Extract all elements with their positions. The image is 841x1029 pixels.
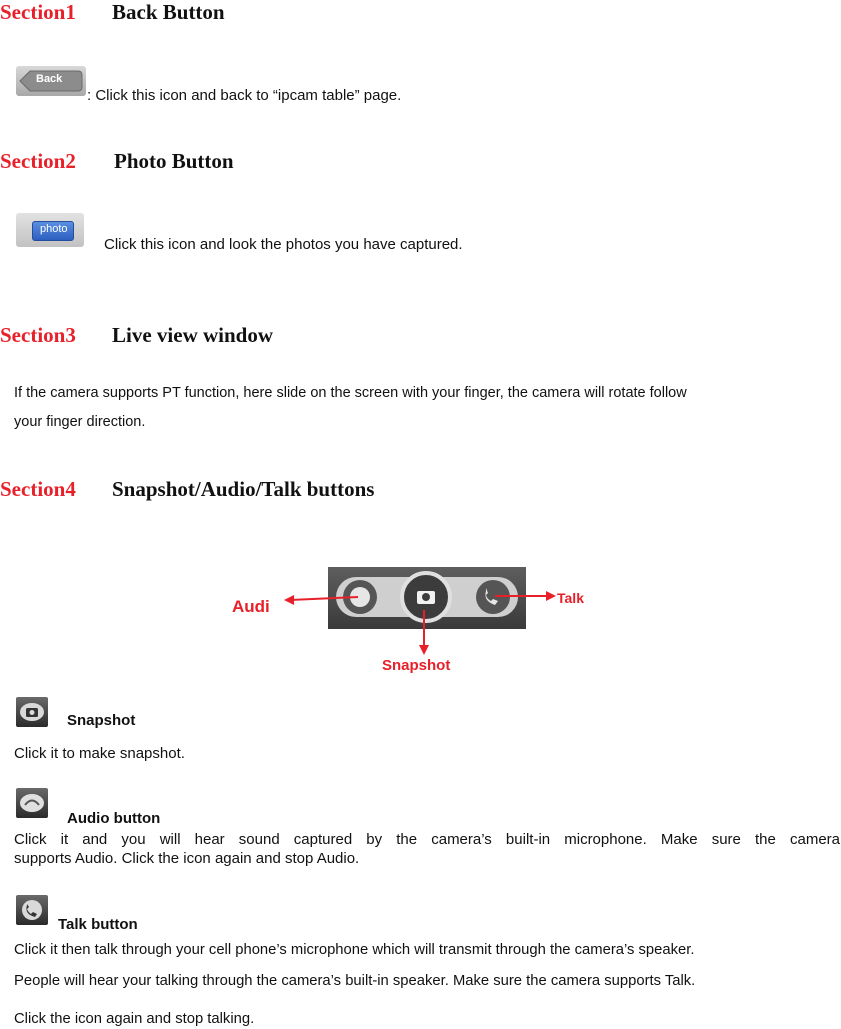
section-title: Back Button: [112, 0, 225, 24]
talk-line2: People will hear your talking through the camera’s built-in speaker. Make sure the camera supports Talk.: [14, 973, 696, 989]
snapshot-description: Click it to make snapshot.: [14, 745, 185, 762]
section3-heading: [0, 323, 274, 348]
section-number: Section4: [0, 477, 76, 501]
section-number: Section1: [0, 0, 76, 24]
talk-line3: Click the icon again and stop talking.: [14, 1011, 255, 1027]
snapshot-label: Snapshot: [382, 657, 451, 674]
back-icon-label: Back: [36, 73, 63, 85]
photo-description: Click this icon and look the photos you have captured.: [104, 236, 463, 253]
section4-heading: [0, 477, 375, 502]
back-button-image[interactable]: [16, 66, 86, 96]
talk-label: Talk: [557, 590, 584, 606]
liveview-line2: your finger direction.: [14, 414, 146, 430]
phone-icon: [19, 899, 45, 921]
talk-heading: Talk button: [58, 916, 138, 933]
section-number: Section3: [0, 323, 76, 347]
camera-icon: [19, 702, 45, 722]
audio-line1: Click it and you will hear sound captured by the camera’s built-in microphone. Make sure the camera: [14, 831, 840, 848]
back-description: : Click this icon and back to “ipcam table” page.: [87, 87, 402, 104]
talk-button-image[interactable]: [16, 895, 48, 925]
section1-heading: [0, 0, 225, 25]
section2-heading: [0, 149, 234, 174]
audio-button-image[interactable]: [16, 788, 48, 818]
talk-line1: Click it then talk through your cell phone’s microphone which will transmit through the camera’s speaker.: [14, 942, 695, 958]
photo-icon-label: photo: [40, 223, 68, 235]
section-title: Live view window: [112, 323, 274, 347]
liveview-line1: If the camera supports PT function, here slide on the screen with your finger, the camera will rotate follow: [14, 385, 687, 401]
section-title: Snapshot/Audio/Talk buttons: [112, 477, 375, 501]
audio-label: Audi: [232, 597, 270, 616]
diagram-arrows: [280, 585, 580, 665]
photo-button-image[interactable]: [16, 213, 84, 247]
audio-heading: Audio button: [67, 810, 161, 827]
audio-line2: supports Audio. Click the icon again and stop Audio.: [14, 850, 360, 867]
section-number: Section2: [0, 149, 76, 173]
audio-icon: [19, 793, 45, 813]
snapshot-heading: Snapshot: [67, 712, 136, 729]
snapshot-button-image[interactable]: [16, 697, 48, 727]
section-title: Photo Button: [114, 149, 234, 173]
